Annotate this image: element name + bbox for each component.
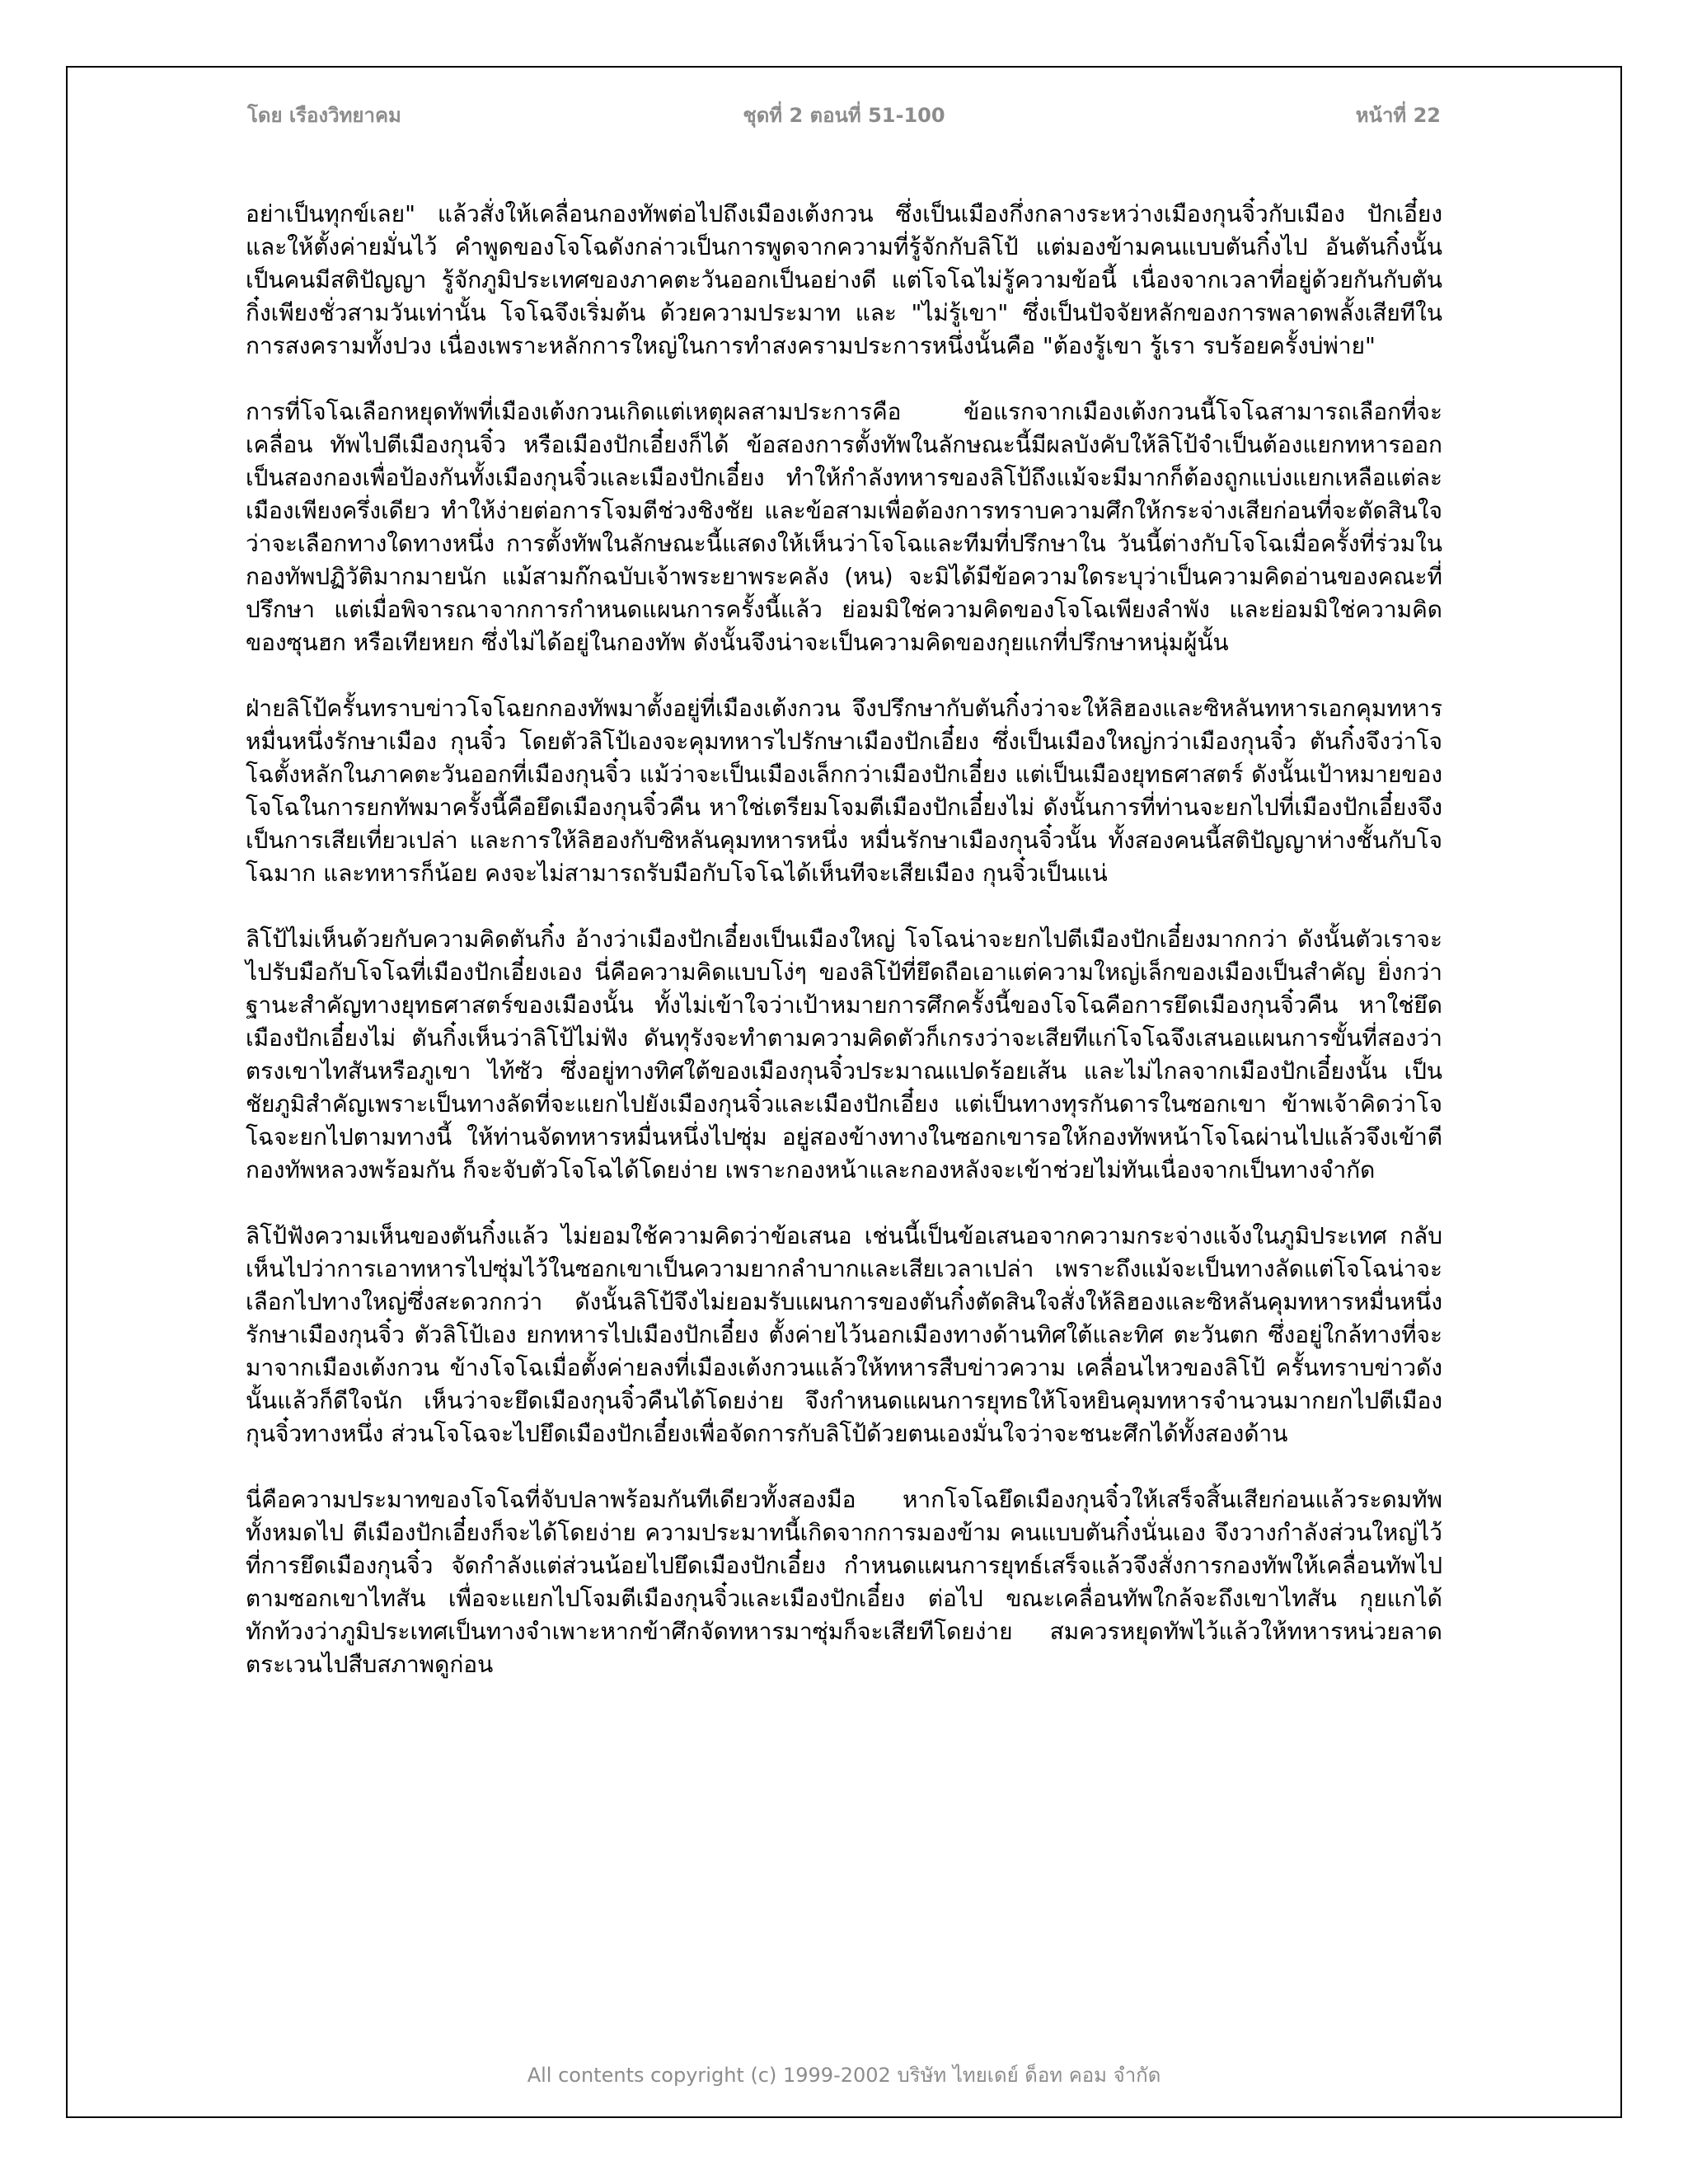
paragraph: ฝ่ายลิโป้ครั้นทราบข่าวโจโฉยกกองทัพมาตั้งอยู่ที่เมืองเต้งกวน จึงปรึกษากับตันกิ๋งว่าจะให้ลิฮองและซิหลันทหารเอกคุมทหารหมื่นหนึ่งรักษาเมือง กุนจิ๋ว โดยตัวลิโป้เองจะคุมทหารไปรักษาเมืองปักเอี๋ยง ซึ่งเป็นเมืองใหญ่กว่าเมืองกุนจิ๋ว ตันกิ๋งจึงว่าโจโฉตั้งหลักในภาคตะวันออกที่เมืองกุนจิ๋ว แม้ว่าจะเป็นเมืองเล็กกว่าเมืองปักเอี๋ยง แต่เป็นเมืองยุทธศาสตร์ ดังนั้นเป้าหมายของโจโฉในการยกทัพมาครั้งนี้คือยึดเมืองกุนจิ๋วคืน หาใช่เตรียมโจมตีเมืองปักเอี๋ยงไม่ ดังนั้นการที่ท่านจะยกไปที่เมืองปักเอี๋ยงจึงเป็นการเสียเที่ยวเปล่า และการให้ลิฮองกับซิหลันคุมทหารหนึ่ง หมื่นรักษาเมืองกุนจิ๋วนั้น ทั้งสองคนนี้สติปัญญาห่างชั้นกับโจโฉมาก และทหารก็น้อย คงจะไม่สามารถรับมือกับโจโฉได้เห็นทีจะเสียเมือง กุนจิ๋วเป็นแน่: [246, 695, 1442, 887]
page-number: หน้าที่ 22: [1355, 104, 1441, 127]
paragraph: ลิโป้ไม่เห็นด้วยกับความคิดตันกิ๋ง อ้างว่าเมืองปักเอี๋ยงเป็นเมืองใหญ่ โจโฉน่าจะยกไปตีเมืองปักเอี๋ยงมากกว่า ดังนั้นตัวเราจะไปรับมือกับโจโฉที่เมืองปักเอี๋ยงเอง นี่คือความคิดแบบโง่ๆ ของลิโป้ที่ยึดถือเอาแต่ความใหญ่เล็กของเมืองเป็นสำคัญ ยิ่งกว่าฐานะสำคัญทางยุทธศาสตร์ของเมืองนั้น ทั้งไม่เข้าใจว่าเป้าหมายการศึกครั้งนี้ของโจโฉคือการยึดเมืองกุนจิ๋วคืน หาใช่ยึดเมืองปักเอี๋ยงไม่ ตันกิ๋งเห็นว่าลิโป้ไม่ฟัง ดันทุรังจะทำตามความคิดตัวก็เกรงว่าจะเสียทีแก่โจโฉจึงเสนอแผนการขั้นที่สองว่า ตรงเขาไทสันหรือภูเขา ไท้ซัว ซึ่งอยู่ทางทิศใต้ของเมืองกุนจิ๋วประมาณแปดร้อยเส้น และไม่ไกลจากเมืองปักเอี๋ยงนั้น เป็นชัยภูมิสำคัญเพราะเป็นทางลัดที่จะแยกไปยังเมืองกุนจิ๋วและเมืองปักเอี๋ยง แต่เป็นทางทุรกันดารในซอกเขา ข้าพเจ้าคิดว่าโจโฉจะยกไปตามทางนี้ ให้ท่านจัดทหารหมื่นหนึ่งไปซุ่ม อยู่สองข้างทางในซอกเขารอให้กองทัพหน้าโจโฉผ่านไปแล้วจึงเข้าตีกองทัพหลวงพร้อมกัน ก็จะจับตัวโจโฉได้โดยง่าย เพราะกองหน้าและกองหลังจะเข้าช่วยไม่ทันเนื่องจากเป็นทางจำกัด: [246, 926, 1442, 1183]
paragraph: การที่โจโฉเลือกหยุดทัพที่เมืองเต้งกวนเกิดแต่เหตุผลสามประการคือ ข้อแรกจากเมืองเต้งกวนนี้โจโฉสามารถเลือกที่จะเคลื่อน ทัพไปตีเมืองกุนจิ๋ว หรือเมืองปักเอี๋ยงก็ได้ ข้อสองการตั้งทัพในลักษณะนี้มีผลบังคับให้ลิโป้จำเป็นต้องแยกทหารออกเป็นสองกองเพื่อป้องกันทั้งเมืองกุนจิ๋วและเมืองปักเอี๋ยง ทำให้กำลังทหารของลิโป้ถึงแม้จะมีมากก็ต้องถูกแบ่งแยกเหลือแต่ละเมืองเพียงครึ่งเดียว ทำให้ง่ายต่อการโจมตีช่วงชิงชัย และข้อสามเพื่อต้องการทราบความศึกให้กระจ่างเสียก่อนที่จะตัดสินใจว่าจะเลือกทางใดทางหนึ่ง การตั้งทัพในลักษณะนี้แสดงให้เห็นว่าโจโฉและทีมที่ปรึกษาใน วันนี้ต่างกับโจโฉเมื่อครั้งที่ร่วมในกองทัพปฏิวัติมากมายนัก แม้สามก๊กฉบับเจ้าพระยาพระคลัง (หน) จะมิได้มีข้อความใดระบุว่าเป็นความคิดอ่านของคณะที่ปรึกษา แต่เมื่อพิจารณาจากการกำหนดแผนการครั้งนี้แล้ว ย่อมมิใช่ความคิดของโจโฉเพียงลำพัง และย่อมมิใช่ความคิดของซุนฮก หรือเทียหยก ซึ่งไม่ได้อยู่ในกองทัพ ดังนั้นจึงน่าจะเป็นความคิดของกุยแกที่ปรึกษาหนุ่มผู้นั้น: [246, 398, 1442, 656]
paragraph: ลิโป้ฟังความเห็นของตันกิ๋งแล้ว ไม่ยอมใช้ความคิดว่าข้อเสนอ เช่นนี้เป็นข้อเสนอจากความกระจ่างแจ้งในภูมิประเทศ กลับเห็นไปว่าการเอาทหารไปซุ่มไว้ในซอกเขาเป็นความยากลำบากและเสียเวลาเปล่า เพราะถึงแม้จะเป็นทางลัดแต่โจโฉน่าจะเลือกไปทางใหญ่ซึ่งสะดวกกว่า ดังนั้นลิโป้จึงไม่ยอมรับแผนการของตันกิ๋งตัดสินใจสั่งให้ลิฮองและซิหลันคุมทหารหมื่นหนึ่งรักษาเมืองกุนจิ๋ว ตัวลิโป้เอง ยกทหารไปเมืองปักเอี๋ยง ตั้งค่ายไว้นอกเมืองทางด้านทิศใต้และทิศ ตะวันตก ซึ่งอยู่ใกล้ทางที่จะมาจากเมืองเต้งกวน ข้างโจโฉเมื่อตั้งค่ายลงที่เมืองเต้งกวนแล้วให้ทหารสืบข่าวความ เคลื่อนไหวของลิโป้ ครั้นทราบข่าวดังนั้นแล้วก็ดีใจนัก เห็นว่าจะยึดเมืองกุนจิ๋วคืนได้โดยง่าย จึงกำหนดแผนการยุทธให้โจหยินคุมทหารจำนวนมากยกไปตีเมืองกุนจิ๋วทางหนึ่ง ส่วนโจโฉจะไปยึดเมืองปักเอี๋ยงเพื่อจัดการกับลิโป้ด้วยตนเองมั่นใจว่าจะชนะศึกได้ทั้งสองด้าน: [246, 1222, 1442, 1447]
page-header: [247, 99, 1441, 132]
article-body: [246, 198, 1442, 1714]
author-name: เรืองวิทยาคม: [288, 104, 401, 127]
paragraph: นี่คือความประมาทของโจโฉที่จับปลาพร้อมกันทีเดียวทั้งสองมือ หากโจโฉยึดเมืองกุนจิ๋วให้เสร็จสิ้นเสียก่อนแล้วระดมทัพทั้งหมดไป ตีเมืองปักเอี๋ยงก็จะได้โดยง่าย ความประมาทนี้เกิดจากการมองข้าม คนแบบตันกิ๋งนั่นเอง จึงวางกำลังส่วนใหญ่ไว้ที่การยึดเมืองกุนจิ๋ว จัดกำลังแต่ส่วนน้อยไปยึดเมืองปักเอี๋ยง กำหนดแผนการยุทธ์เสร็จแล้วจึงสั่งการกองทัพให้เคลื่อนทัพไปตามซอกเขาไทสัน เพื่อจะแยกไปโจมตีเมืองกุนจิ๋วและเมืองปักเอี๋ยง ต่อไป ขณะเคลื่อนทัพใกล้จะถึงเขาไทสัน กุยแกได้ทักท้วงว่าภูมิประเทศเป็นทางจำเพาะหากข้าศึกจัดทหารมาซุ่มก็จะเสียทีโดยง่าย สมควรหยุดทัพไว้แล้วให้ทหารหน่วยลาดตระเวนไปสืบสภาพดูก่อน: [246, 1486, 1442, 1678]
by-label: โดย: [247, 104, 283, 127]
copyright-footer: All contents copyright (c) 1999-2002 บริษัท ไทยเดย์ ด็อท คอม จำกัด: [527, 2064, 1161, 2087]
series-label: ชุดที่ 2 ตอนที่ 51-100: [743, 104, 945, 127]
paragraph: อย่าเป็นทุกข์เลย" แล้วสั่งให้เคลื่อนกองทัพต่อไปถึงเมืองเต้งกวน ซึ่งเป็นเมืองกึ่งกลางระหว่างเมืองกุนจิ๋วกับเมือง ปักเอี๋ยง และให้ตั้งค่ายมั่นไว้ คำพูดของโจโฉดังกล่าวเป็นการพูดจากความที่รู้จักกับลิโป้ แต่มองข้ามคนแบบตันกิ๋งไป อันตันกิ๋งนั้นเป็นคนมีสติปัญญา รู้จักภูมิประเทศของภาคตะวันออกเป็นอย่างดี แต่โจโฉไม่รู้ความข้อนี้ เนื่องจากเวลาที่อยู่ด้วยกันกับตันกิ๋งเพียงชั่วสามวันเท่านั้น โจโฉจึงเริ่มต้น ด้วยความประมาท และ "ไม่รู้เขา" ซึ่งเป็นปัจจัยหลักของการพลาดพลั้งเสียทีในการสงครามทั้งปวง เนื่องเพราะหลักการใหญ่ในการทำสงครามประการหนึ่งนั้นคือ "ต้องรู้เขา รู้เรา รบร้อยครั้งบ่พ่าย": [246, 200, 1442, 359]
